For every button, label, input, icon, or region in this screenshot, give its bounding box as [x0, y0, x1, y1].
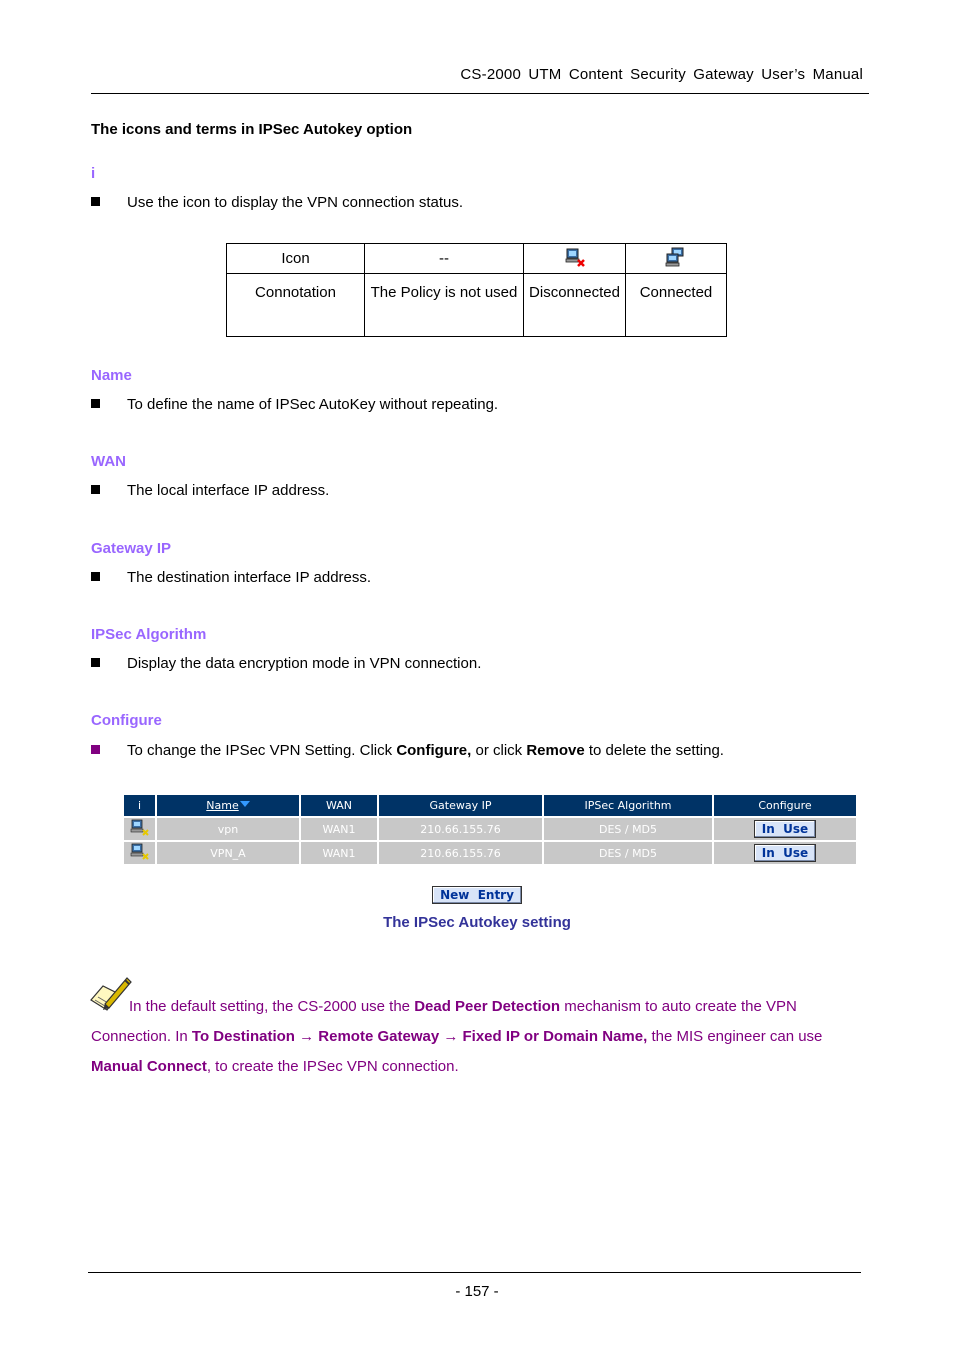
term-gateway-ip: Gateway IP: [91, 540, 172, 557]
bullet-icon: [91, 399, 100, 408]
bullet-icon: [91, 485, 100, 494]
col-header-configure: Configure: [714, 795, 856, 816]
algorithm-cell: DES / MD5: [544, 840, 712, 864]
note-bold: Manual Connect: [91, 1058, 207, 1075]
disconnected-cell: Disconnected: [524, 274, 626, 337]
col-header-name[interactable]: [157, 795, 299, 816]
bullet-text: to delete the setting.: [584, 742, 724, 759]
status-cell: [124, 816, 155, 840]
col-header-wan: WAN: [301, 795, 377, 816]
sort-down-icon[interactable]: [240, 801, 250, 808]
disconnected-icon-cell: [524, 244, 626, 274]
term-ipsec-algorithm: IPSec Algorithm: [91, 626, 207, 643]
connotation-label-cell: Connotation: [227, 274, 365, 337]
note-text: In the default setting, the CS-2000 use the: [129, 998, 415, 1015]
bullet-text: Use the icon to display the VPN connection status.: [127, 194, 464, 211]
running-header: CS-2000 UTM Content Security Gateway User’s Manual: [460, 66, 863, 83]
pc-disconnected-icon: [564, 247, 586, 267]
bullet-gateway-ip: [91, 569, 371, 586]
page-number: - 157 -: [455, 1283, 499, 1300]
col-header-gateway-ip: Gateway IP: [379, 795, 542, 816]
gateway-ip-cell: 210.66.155.76: [379, 816, 542, 840]
bullet-icon: [91, 658, 100, 667]
term-configure: Configure: [91, 712, 162, 729]
col-header-ipsec-algorithm: IPSec Algorithm: [544, 795, 712, 816]
gateway-ip-cell: 210.66.155.76: [379, 840, 542, 864]
bullet-text: To change the IPSec VPN Setting. Click: [127, 742, 397, 759]
note-bold: To Destination → Remote Gateway → Fixed IP or Domain Name,: [191, 1028, 648, 1045]
name-cell: VPN_A: [157, 840, 299, 864]
in-use-button[interactable]: In Use: [754, 820, 816, 838]
in-use-button[interactable]: In Use: [754, 844, 816, 862]
vpn-status-icon: [130, 819, 150, 837]
wan-cell: WAN1: [301, 840, 377, 864]
bullet-text: The local interface IP address.: [127, 482, 330, 499]
algorithm-cell: DES / MD5: [544, 816, 712, 840]
bullet-icon: [91, 572, 100, 581]
ipsec-autokey-table: [122, 795, 858, 864]
term-wan: WAN: [91, 453, 126, 470]
pc-connected-icon: [665, 247, 687, 267]
bullet-text: To define the name of IPSec AutoKey without repeating.: [127, 396, 499, 413]
term-name: Name: [91, 367, 132, 384]
configure-cell: [714, 816, 856, 840]
dash-cell: --: [365, 244, 524, 274]
connected-cell: Connected: [626, 274, 727, 337]
remove-keyword: Remove: [526, 742, 585, 759]
sort-by-name-link[interactable]: Name: [206, 799, 239, 812]
status-cell: [124, 840, 155, 864]
configure-cell: [714, 840, 856, 864]
bullet-ipsec-algorithm: [91, 655, 481, 672]
vpn-status-icon: [130, 843, 150, 861]
connected-icon-cell: [626, 244, 727, 274]
bullet-text: The destination interface IP address.: [127, 569, 372, 586]
bullet-wan: [91, 482, 329, 499]
new-entry-wrap: [0, 886, 954, 904]
figure-caption: The IPSec Autokey setting: [383, 914, 571, 931]
term-i: i: [91, 165, 96, 182]
bullet-icon: [91, 745, 100, 754]
table-row: [124, 816, 856, 840]
bullet-i: [91, 194, 463, 211]
table-header-row: [124, 795, 856, 816]
bullet-text: Display the data encryption mode in VPN connection.: [127, 655, 482, 672]
note-paragraph: [91, 992, 851, 1082]
not-used-cell: The Policy is not used: [365, 274, 524, 337]
bullet-configure: [91, 742, 724, 759]
col-header-i: i: [124, 795, 155, 816]
footer-rule: [88, 1272, 861, 1273]
header-rule: [91, 93, 869, 94]
note-text: the MIS engineer can use: [647, 1028, 823, 1045]
bullet-name: [91, 396, 498, 413]
name-cell: vpn: [157, 816, 299, 840]
icon-header-cell: Icon: [227, 244, 365, 274]
note-bold: Dead Peer Detection: [414, 998, 561, 1015]
configure-keyword: Configure,: [396, 742, 472, 759]
bullet-text: or click: [471, 742, 527, 759]
new-entry-button[interactable]: New Entry: [432, 886, 522, 904]
section-title: The icons and terms in IPSec Autokey option: [91, 121, 413, 138]
table-row: [124, 840, 856, 864]
note-text: mechanism to auto create the VPN Connection. In: [91, 998, 797, 1045]
icon-connotation-table: [226, 243, 727, 337]
note-text: , to create the IPSec VPN connection.: [206, 1058, 459, 1075]
wan-cell: WAN1: [301, 816, 377, 840]
bullet-icon: [91, 197, 100, 206]
